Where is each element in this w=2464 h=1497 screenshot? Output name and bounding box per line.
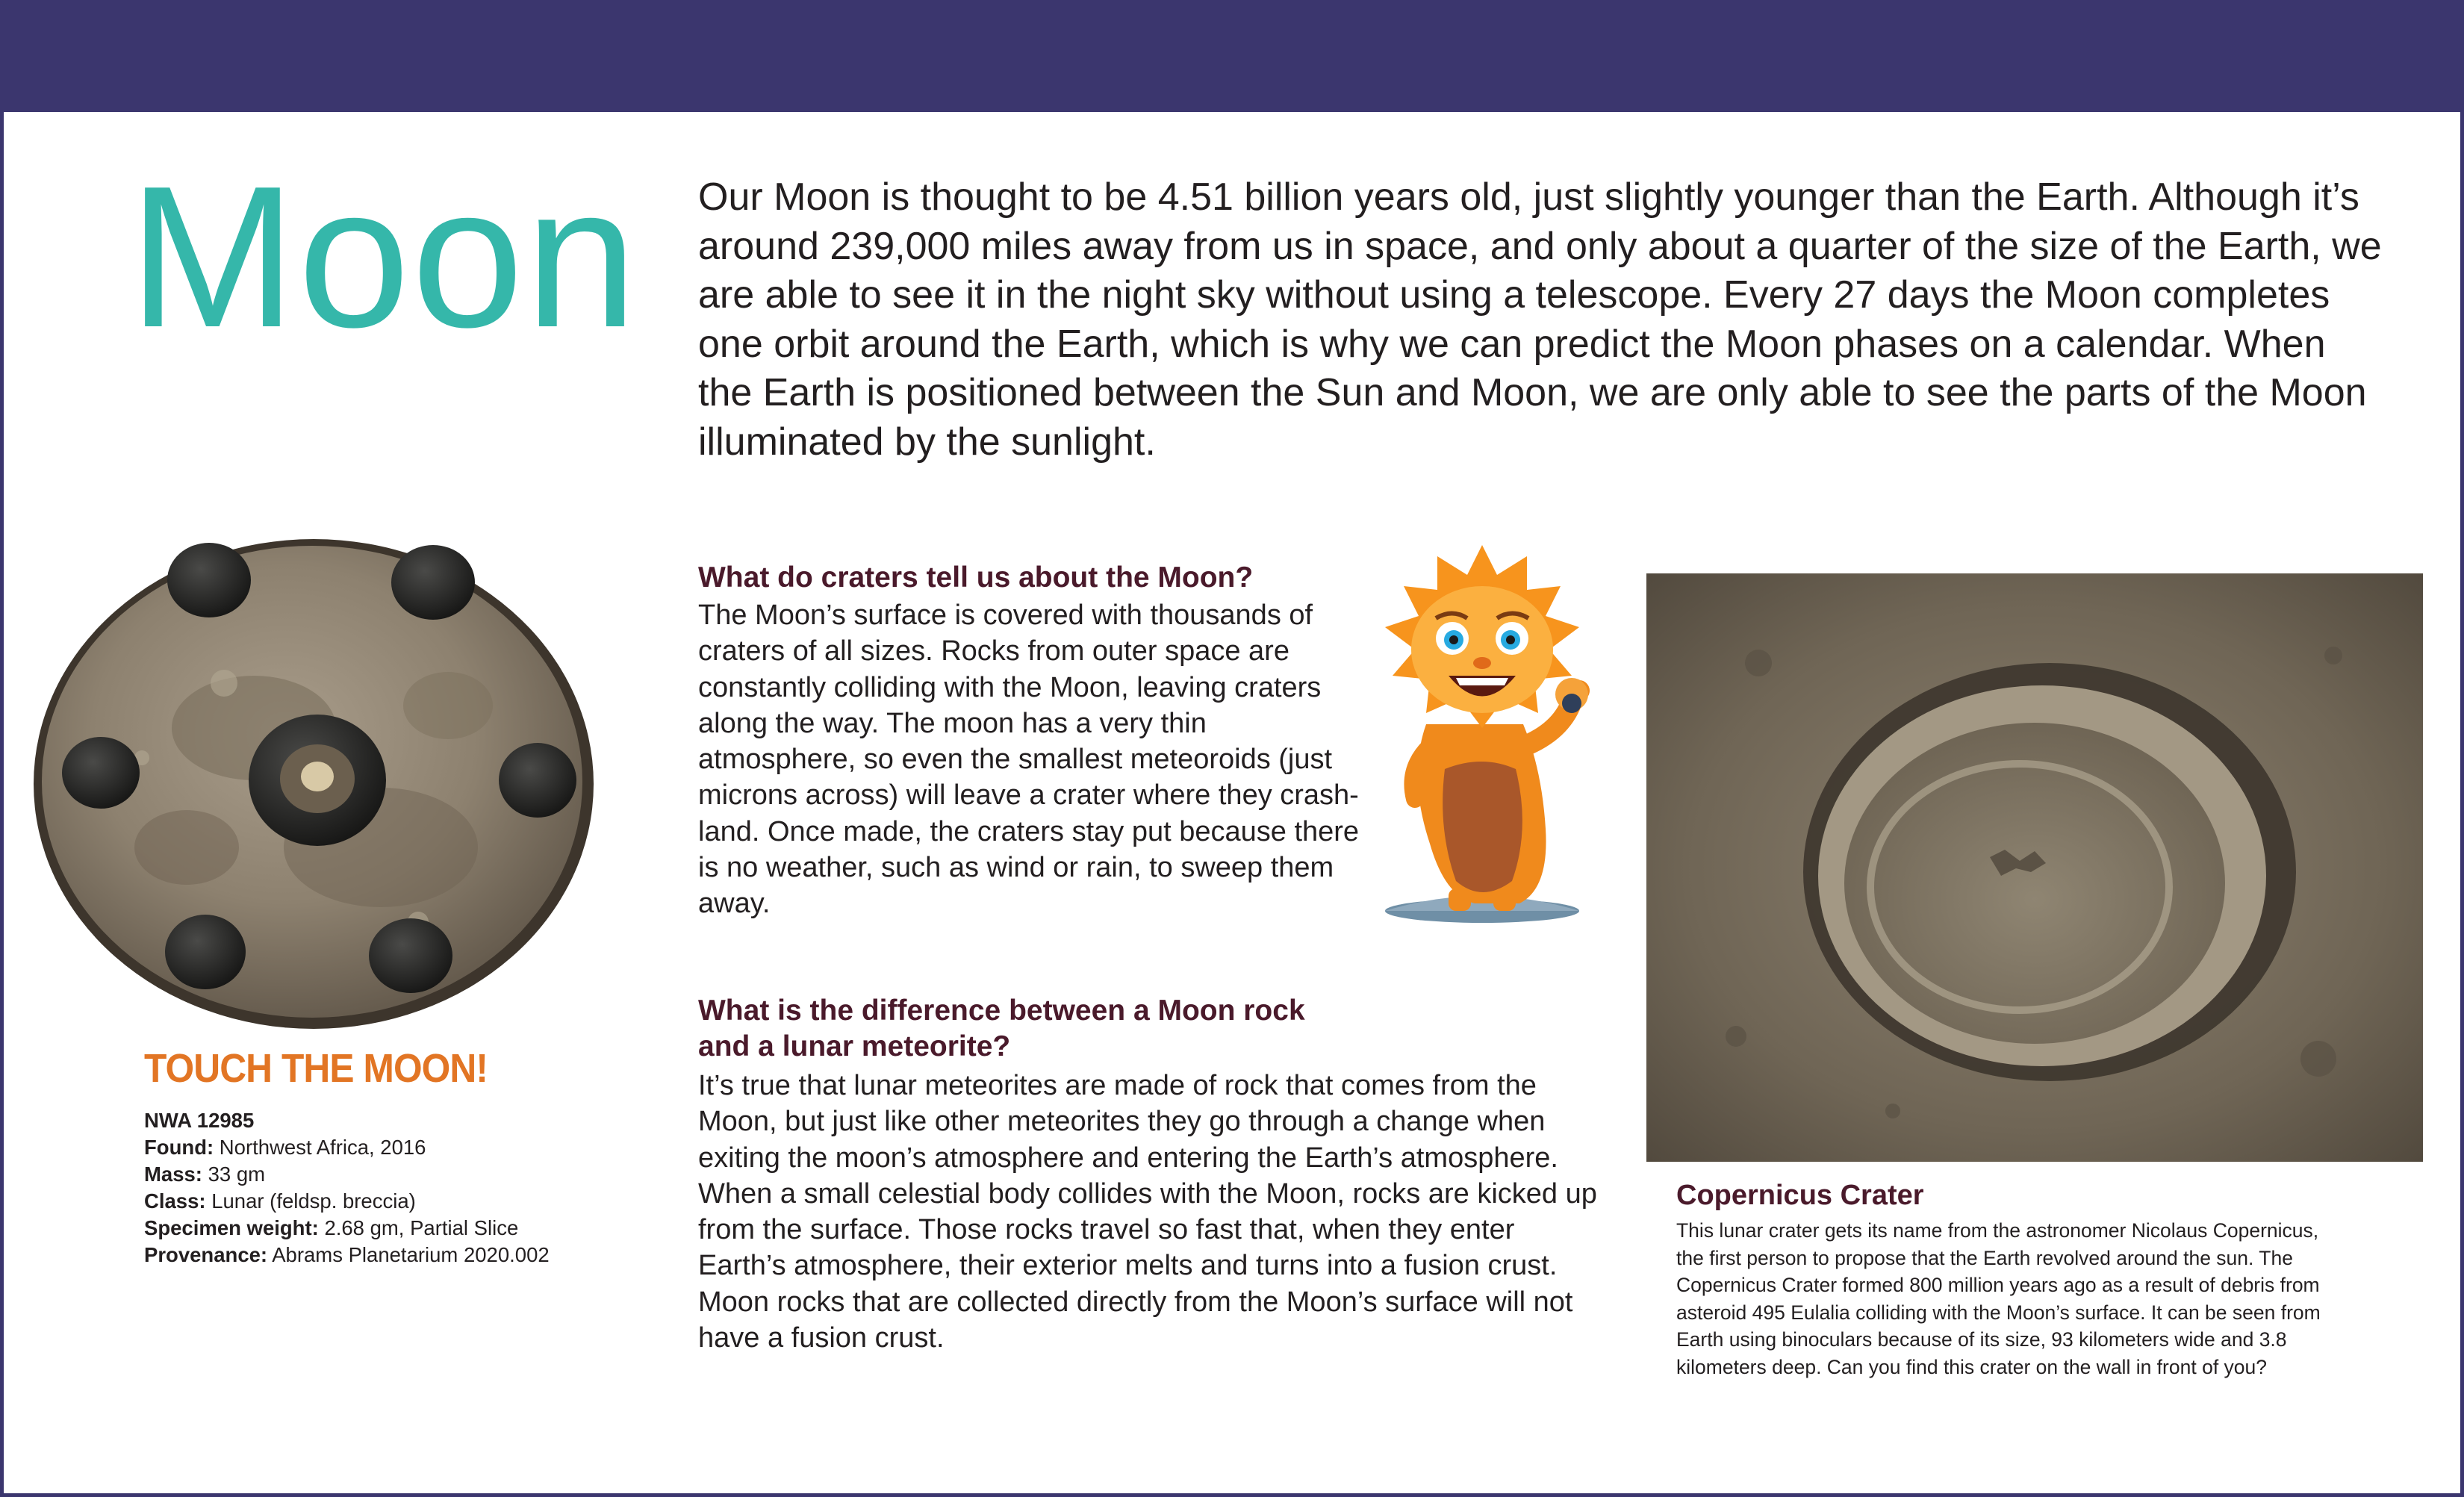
copernicus-body: This lunar crater gets its name from the astronomer Nicolaus Copernicus, the first person to propose that the Earth revolved around the sun. The Copernicus Crater formed 800 million years ago as a result of debris from asteroid 495 Eulalia colliding with the Moon’s surface. It can be seen from Earth using binoculars because of its size, 93 kilometers wide and 3.8 kilometers deep. Can you find this crater on the wall in front of you? (1676, 1219, 2321, 1378)
difference-heading (698, 993, 1305, 1065)
touch-the-moon-heading: TOUCH THE MOON! (144, 1046, 488, 1091)
craters-heading: What do craters tell us about the Moon? (698, 561, 1254, 594)
header-bar (0, 0, 2464, 112)
specimen-class: Class: Lunar (feldsp. breccia) (144, 1189, 416, 1213)
craters-body: The Moon’s surface is covered with thousands of craters of all sizes. Rocks from outer space are constantly colliding with the Moon, leaving craters along the way. The moon has a very thin atmosphere, so even the smallest meteoroids (just microns across) will leave a crater where they crash-land. Once made, the craters stay put because there is no weather, such as wind or rain, to sweep them away. (698, 600, 1360, 920)
difference-heading-line2: and a lunar meteorite? (698, 1030, 1011, 1062)
crater-image (1646, 573, 2423, 1162)
page-title: Moon (128, 145, 639, 370)
specimen-name: NWA 12985 (144, 1109, 255, 1132)
moon-specimen-display (30, 534, 597, 1030)
mascot-character-icon (1355, 530, 1624, 926)
intro-paragraph: Our Moon is thought to be 4.51 billion years old, just slightly younger than the Earth. Although it’s around 239,000 miles away from us in space, and only about a quarter of the size of the Earth, we are able to see it in the night sky without using a telescope. Every 27 days the Moon completes one orbit around the Earth, which is why we can predict the Moon phases on a calendar. When the Earth is positioned between the Sun and Moon, we are only able to see the parts of the Moon illuminated by the sunlight. (698, 175, 2382, 464)
specimen-provenance: Provenance: Abrams Planetarium 2020.002 (144, 1243, 550, 1266)
specimen-mass: Mass: 33 gm (144, 1163, 266, 1186)
difference-body: It’s true that lunar meteorites are made of rock that comes from the Moon, but just like other meteorites they go through a change when exiting the moon’s atmosphere and entering the Earth’s atmosphere. When a small celestial body collides with the Moon, rocks are kicked up from the surface. Those rocks travel so fast that, when they enter Earth’s atmosphere, their exterior melts and turns into a fusion crust. Moon rocks that are collected directly from the Moon’s surface will not have a fusion crust. (698, 1070, 1597, 1354)
mascot-illustration (1355, 530, 1624, 926)
specimen-weight: Specimen weight: 2.68 gm, Partial Slice (144, 1216, 519, 1239)
specimen-details (144, 1107, 550, 1269)
specimen-found: Found: Northwest Africa, 2016 (144, 1136, 426, 1159)
moon-specimen-image (30, 534, 597, 1030)
copernicus-heading: Copernicus Crater (1676, 1180, 1924, 1211)
difference-heading-line1: What is the difference between a Moon rock (698, 995, 1305, 1027)
copernicus-crater-photo (1646, 573, 2423, 1162)
